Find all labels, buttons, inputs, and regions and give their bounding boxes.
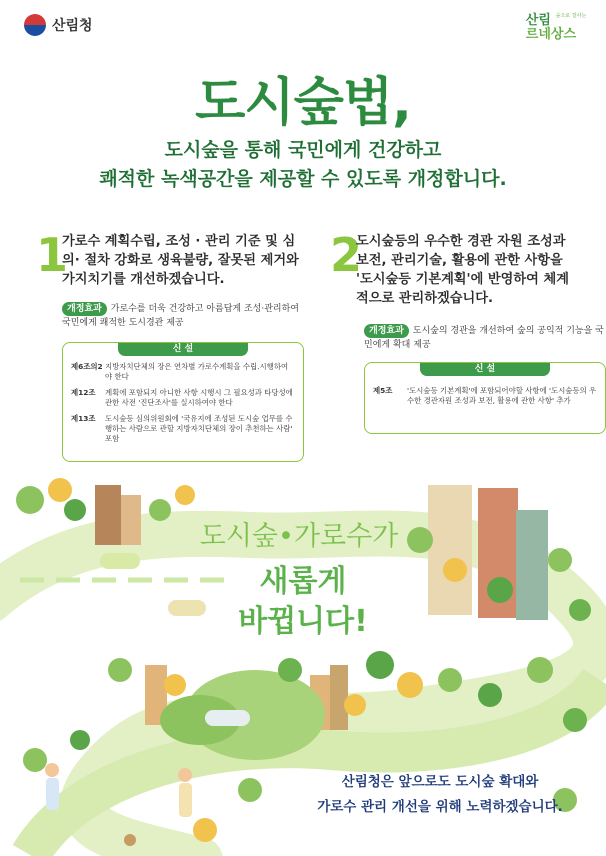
page-title: 도시숲법, [195, 73, 411, 133]
effect-badge: 개정효과 [62, 302, 107, 316]
effect-text: 도시숲의 경관을 개선하여 숲의 공익적 기능을 국민에게 확대 제공 [364, 326, 604, 350]
campaign-small-text: 숲으로 잘사는 [555, 13, 587, 19]
provision-row [365, 386, 605, 406]
campaign-line-2: 르네상스 [525, 27, 576, 42]
article-number: 제6조의2 [71, 362, 103, 371]
section-heading: 도시숲등의 우수한 경관 자원 조성과 보전, 관리기술, 활용에 관한 사항을 '도시숲등 기본계획'에 반영하여 체계적으로 관리하겠습니다. [356, 234, 569, 306]
effect-note [364, 324, 604, 352]
agency-name: 산림청 [52, 18, 93, 34]
subtitle-line: 도시숲을 통해 국민에게 건강하고 [164, 139, 442, 161]
box-title: 신 설 [420, 363, 550, 376]
article-number: 제12조 [71, 388, 96, 397]
provision-row [63, 388, 303, 408]
new-provisions-box [364, 362, 606, 434]
building [330, 665, 348, 730]
provision-row [63, 362, 303, 382]
campaign-logo [525, 13, 587, 42]
section-number: 1 [36, 228, 69, 282]
article-text: 계획에 포함되지 아니한 사항 시행시 그 필요성과 타당성에 관한 사전 '진단조사'를 실시하여야 한다 [105, 388, 293, 407]
article-number: 제13조 [71, 414, 96, 423]
effect-note [62, 302, 302, 330]
closing-message [290, 770, 590, 820]
closing-line: 산림청은 앞으로도 도시숲 확대와 [341, 774, 539, 790]
article-text: 지방자치단체의 장은 연차별 가로수계획을 수립.시행하여야 한다 [105, 362, 289, 381]
article-number: 제5조 [373, 386, 393, 395]
article-text: '도시숲등 기본계획'에 포함되어야할 사항에 '도시숲등의 우수한 경관자원 조성과 보전, 활용에 관한 사항' 추가 [407, 386, 597, 405]
taegeuk-emblem-icon [24, 14, 46, 36]
agency-logo [24, 14, 93, 36]
slogan-line-1: 도시숲•가로수가 [199, 521, 399, 552]
effect-text: 가로수를 더욱 건강하고 아름답게 조성·관리하여 국민에게 쾌적한 도시경관 제공 [62, 304, 299, 328]
car-icon [205, 710, 250, 726]
article-text: 도시숲등 심의위원회에 '국유지에 조성된 도시숲 업무를 수행하는 사람으로 관할 지방자치단체의 장이 추천하는 사람' 포함 [105, 414, 293, 443]
campaign-line-1: 산림 [525, 13, 551, 28]
slogan-line-3: 바뀝니다! [238, 604, 368, 639]
box-title: 신 설 [118, 343, 248, 356]
slogan-line-2: 새롭게 [259, 564, 347, 599]
subtitle-line: 쾌적한 녹색공간을 제공할 수 있도록 개정합니다. [99, 168, 507, 190]
page-subtitle [0, 136, 606, 194]
closing-line: 가로수 관리 개선을 위해 노력하겠습니다. [317, 799, 563, 815]
effect-badge: 개정효과 [364, 324, 409, 338]
section-heading: 가로수 계획수립, 조성 · 관리 기준 및 심의· 절차 강화로 생육불량, 잘못된 제거와 가지치기를 개선하겠습니다. [62, 234, 299, 287]
section-number: 2 [330, 228, 363, 282]
